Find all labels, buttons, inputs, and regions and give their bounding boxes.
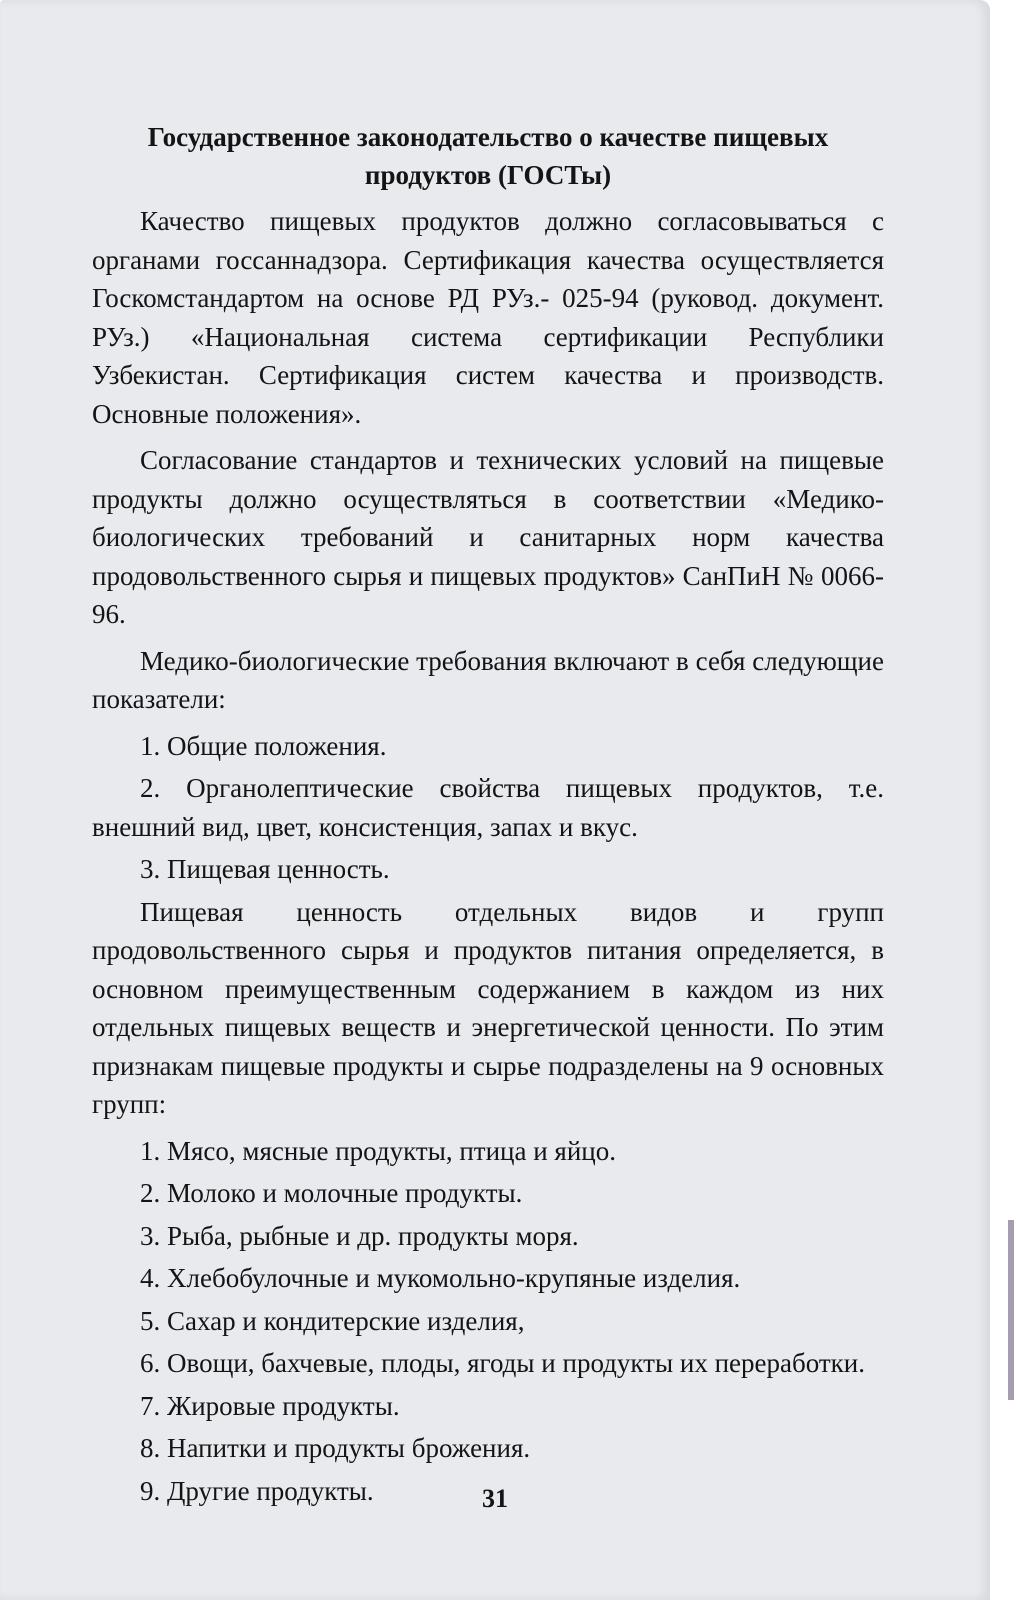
page-edge-background (990, 0, 1016, 1600)
paragraph-certification: Качество пищевых продуктов должно согласовываться с органами госсаннадзора. Сертификация качества осуществляется Госкомстандартом на основе РД РУз.- 025-94 (руковод. документ. РУз.) «Национальная система сертификации Республики Узбекистан. Сертификация систем качества и производств. Основные положения». (92, 206, 884, 429)
list-item: 8. Напитки и продукты брожения. (140, 1433, 531, 1463)
list-item: 7. Жировые продукты. (140, 1390, 400, 1421)
list-item: 5. Сахар и кондитерские изделия, (140, 1305, 525, 1336)
list-item: 1. Мясо, мясные продукты, птица и яйцо. (140, 1135, 616, 1166)
groups-list (92, 1132, 884, 1511)
list-item: 9. Другие продукты. (140, 1475, 374, 1506)
list-item: 3. Пищевая ценность. (140, 854, 390, 884)
paragraph-standards: Согласование стандартов и технических условий на пищевые продукты должно осуществляться в соответствии «Медико-биологических требований и санитарных норм качества продовольственного сырья и пищевых продуктов» СанПиН № 0066-96. (92, 445, 884, 629)
list-item: 2. Органолептические свойства пищевых продуктов, т.е. внешний вид, цвет, консистенция, запах и вкус. (92, 773, 884, 842)
page-content (92, 118, 884, 1514)
list-item: 6. Овощи, бахчевые, плоды, ягоды и продукты их переработки. (140, 1348, 865, 1378)
requirements-list (92, 727, 884, 889)
list-item: 3. Рыба, рыбные и др. продукты моря. (140, 1220, 579, 1251)
paragraph-nutrition: Пищевая ценность отдельных видов и групп продовольственного сырья и продуктов питания определяется, в основном преимущественным содержанием в каждом из них отдельных пищевых веществ и энергетической ценности. По этим признакам пищевые продукты и сырье подразделены на 9 основных групп: (92, 896, 884, 1119)
list-item: 1. Общие положения. (140, 730, 387, 761)
book-edge-strip (1008, 1220, 1014, 1400)
page-title: Государственное законодательство о качестве пищевых продуктов (ГОСТы) (147, 122, 829, 190)
list-item: 2. Молоко и молочные продукты. (140, 1178, 523, 1208)
paragraph-requirements-intro: Медико-биологические требования включают в себя следующие показатели: (92, 645, 884, 714)
list-item: 4. Хлебобулочные и мукомольно-крупяные изделия. (140, 1263, 741, 1293)
page-number: 31 (482, 1484, 508, 1513)
